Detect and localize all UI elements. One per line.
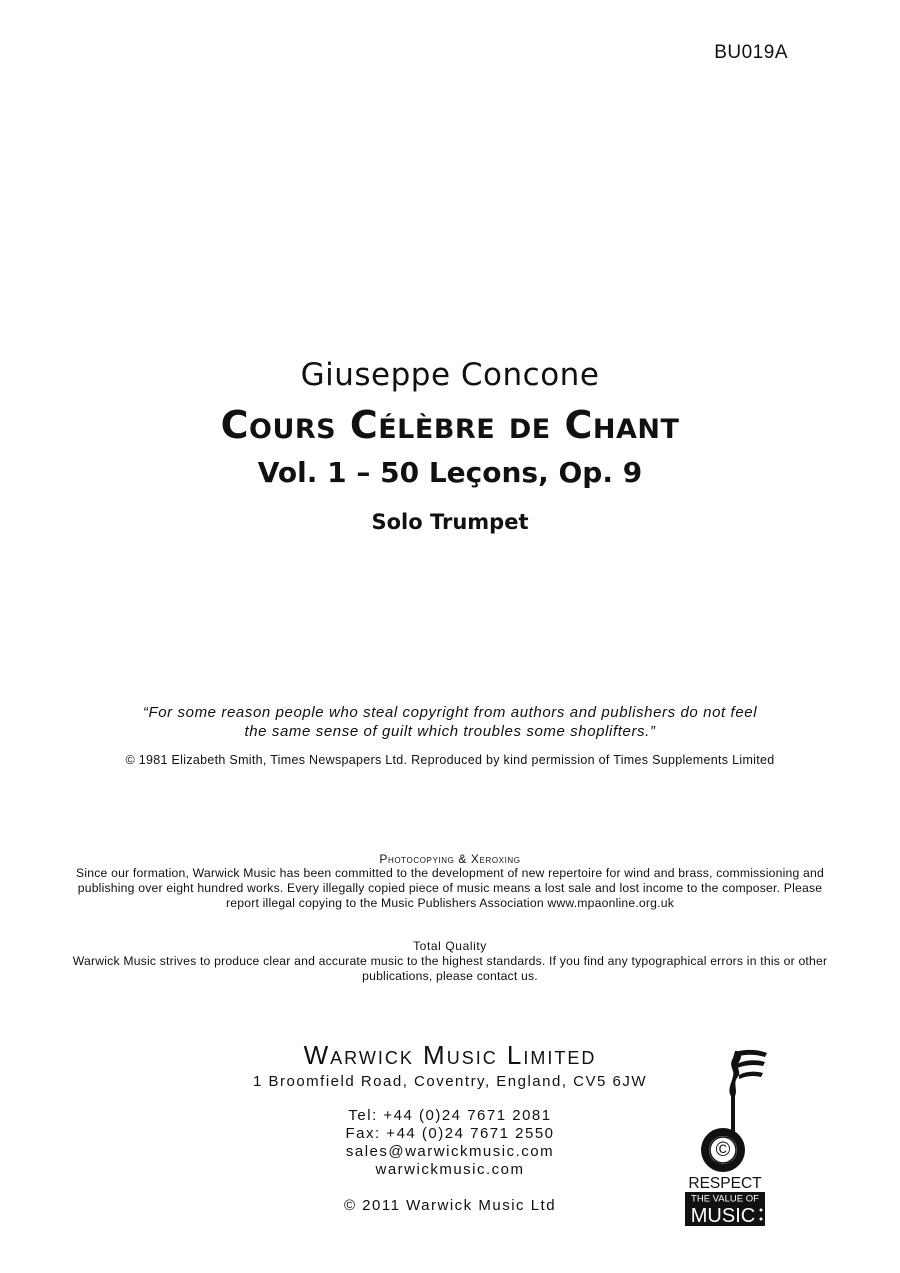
paragraph-line: Since our formation, Warwick Music has been committed to the development of new repertoire for wind and brass, commissioning and xyxy=(76,866,824,880)
quality-text xyxy=(30,954,870,984)
instrument-label: Solo Trumpet xyxy=(371,510,529,534)
composer-name: Giuseppe Concone xyxy=(300,357,600,393)
logo-line-music: MUSIC xyxy=(690,1205,756,1227)
work-subtitle: Vol. 1 – 50 Leçons, Op. 9 xyxy=(257,456,643,489)
contact-block xyxy=(200,1107,700,1179)
quote-credit: © 1981 Elizabeth Smith, Times Newspapers Ltd. Reproduced by kind permission of Times Supplements Limited xyxy=(125,753,775,767)
phone-number: Tel: +44 (0)24 7671 2081 xyxy=(348,1107,552,1124)
publisher-address: 1 Broomfield Road, Coventry, England, CV5 6JW xyxy=(252,1073,648,1090)
paragraph-line: publications, please contact us. xyxy=(362,969,538,983)
publisher-name: Warwick Music Limited xyxy=(303,1040,597,1070)
paragraph-line: report illegal copying to the Music Publishers Association www.mpaonline.org.uk xyxy=(226,896,674,910)
copyright-notice: © 2011 Warwick Music Ltd xyxy=(343,1197,557,1214)
fax-number: Fax: +44 (0)24 7671 2550 xyxy=(345,1125,555,1142)
logo-copyright-symbol: © xyxy=(715,1139,731,1161)
work-title: Cours Célèbre de Chant xyxy=(220,403,680,447)
quote-line: “For some reason people who steal copyright from authors and publishers do not feel xyxy=(142,704,758,721)
music-note-copyright-icon xyxy=(701,1050,767,1172)
paragraph-line: Warwick Music strives to produce clear and accurate music to the highest standards. If you find any typographical errors in this or other xyxy=(72,954,828,968)
quality-heading: Total Quality xyxy=(413,939,487,953)
email-address: sales@warwickmusic.com xyxy=(345,1143,555,1160)
logo-line-respect: RESPECT xyxy=(688,1175,762,1192)
photocopying-text xyxy=(30,866,870,911)
respect-music-logo xyxy=(683,1046,767,1228)
website: warwickmusic.com xyxy=(375,1161,525,1178)
photocopying-heading: Photocopying & Xeroxing xyxy=(379,852,521,866)
copyright-quote xyxy=(0,703,900,741)
quote-line: the same sense of guilt which troubles some shoplifters.” xyxy=(244,723,656,740)
publisher-block xyxy=(200,1040,700,1214)
catalog-code: BU019A xyxy=(714,42,788,63)
paragraph-line: publishing over eight hundred works. Every illegally copied piece of music means a lost sale and lost income to the composer. Please xyxy=(77,881,823,895)
logo-line-value: THE VALUE OF xyxy=(691,1193,759,1205)
